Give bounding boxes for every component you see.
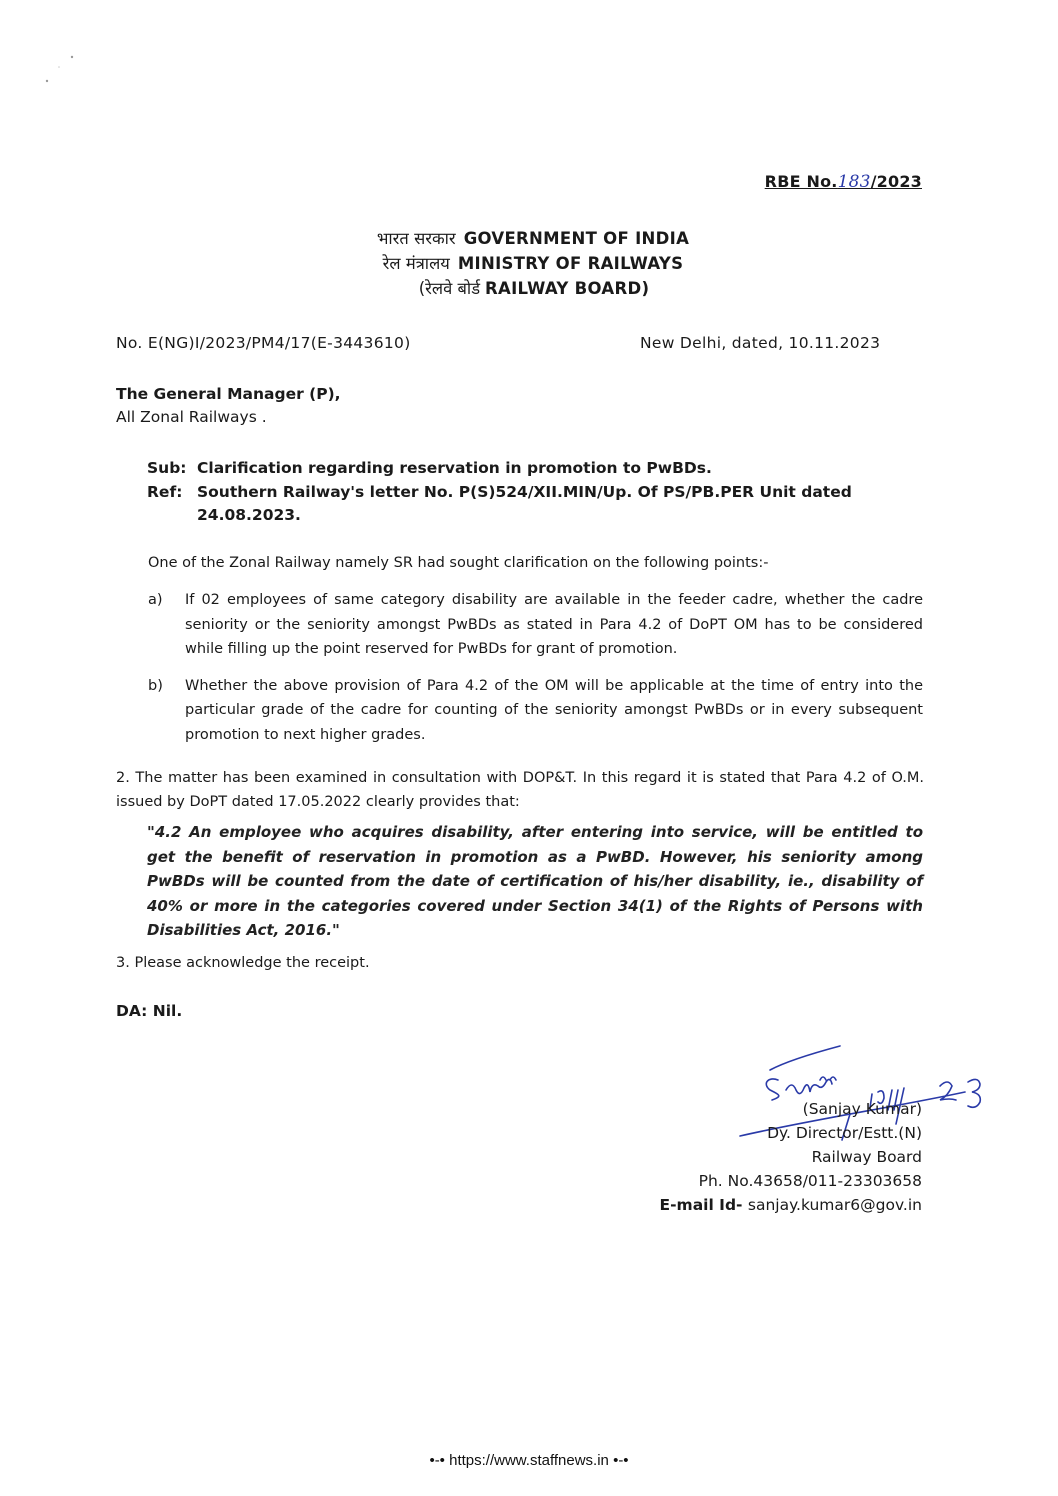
header-hindi-govt: भारत सरकार bbox=[376, 229, 456, 248]
reference-number: No. E(NG)I/2023/PM4/17(E-3443610) bbox=[116, 334, 411, 352]
list-item bbox=[148, 674, 923, 748]
list-text: Whether the above provision of Para 4.2 of the OM will be applicable at the time of entry into the particular grade of the cadre for counting of the seniority amongst PwBDs or in every subsequent promotion to next higher grades. bbox=[185, 677, 923, 743]
reference-label: Ref: bbox=[147, 483, 183, 501]
signatory-email-line bbox=[660, 1193, 922, 1217]
addressee-title: The General Manager (P), bbox=[116, 385, 341, 403]
addressee-block bbox=[116, 383, 341, 429]
reference-line bbox=[147, 480, 927, 504]
footer-watermark-link[interactable]: •-• https://www.staffnews.in •-• bbox=[429, 1452, 629, 1469]
subject-label: Sub: bbox=[147, 459, 187, 477]
signatory-phone: Ph. No.43658/011-23303658 bbox=[698, 1172, 922, 1190]
signatory-office: Railway Board bbox=[811, 1148, 922, 1166]
header-railway-board: RAILWAY BOARD) bbox=[485, 279, 650, 298]
header-hindi-board: (रेलवे बोर्ड bbox=[418, 279, 481, 298]
quoted-om-para: "4.2 An employee who acquires disability, after entering into service, will be entitled to get the benefit of reservation in promotion as a PwBD. However, his seniority among PwBDs will be counted from the date of certification of his/her disability, ie., disability of 40% or more in the categories covered under Section 34(1) of the Rights of Persons with Disabilities Act, 2016." bbox=[147, 823, 923, 939]
email-address[interactable]: sanjay.kumar6@gov.in bbox=[747, 1196, 922, 1214]
rbe-handwritten-number: 183 bbox=[837, 172, 871, 192]
list-marker: b) bbox=[148, 677, 163, 694]
rbe-number bbox=[765, 172, 922, 192]
subject-text: Clarification regarding reservation in promotion to PwBDs. bbox=[197, 459, 712, 477]
signatory-name: (Sanjay Kumar) bbox=[802, 1100, 922, 1118]
addressee-line2: All Zonal Railways . bbox=[116, 408, 267, 426]
paragraph-2: 2. The matter has been examined in consultation with DOP&T. In this regard it is stated that Para 4.2 of O.M. issued by DoPT dated 17.05.2022 clearly provides that: bbox=[116, 770, 924, 810]
header-hindi-ministry: रेल मंत्रालय bbox=[382, 254, 450, 273]
paragraph-3: 3. Please acknowledge the receipt. bbox=[116, 955, 370, 971]
points-list bbox=[148, 588, 923, 759]
subject-line bbox=[147, 456, 927, 480]
email-label: E-mail Id- bbox=[659, 1196, 743, 1214]
place-date: New Delhi, dated, 10.11.2023 bbox=[640, 334, 881, 352]
list-text: If 02 employees of same category disability are available in the feeder cadre, whether the cadre seniority or the seniority amongst PwBDs as stated in Para 4.2 of DoPT OM has to be considered while filling up the point reserved for PwBDs for grant of promotion. bbox=[185, 592, 923, 657]
signature-block bbox=[660, 1097, 922, 1217]
intro-paragraph: One of the Zonal Railway namely SR had sought clarification on the following points:- bbox=[148, 555, 769, 571]
header-govt-of-india: GOVERNMENT OF INDIA bbox=[463, 229, 690, 248]
list-marker: a) bbox=[148, 592, 163, 608]
signatory-designation: Dy. Director/Estt.(N) bbox=[767, 1124, 922, 1142]
scan-speck-marks bbox=[30, 40, 90, 90]
subject-reference-block bbox=[147, 456, 927, 527]
reference-text: Southern Railway's letter No. P(S)524/XII.MIN/Up. Of PS/PB.PER Unit dated bbox=[197, 483, 852, 501]
reference-continuation: 24.08.2023. bbox=[197, 506, 301, 524]
list-item bbox=[148, 588, 923, 662]
enclosure-note: DA: Nil. bbox=[116, 1002, 183, 1020]
header-ministry-of-railways: MINISTRY OF RAILWAYS bbox=[457, 254, 684, 273]
rbe-prefix: RBE No. bbox=[764, 172, 838, 191]
rbe-suffix: /2023 bbox=[870, 172, 922, 191]
letterhead bbox=[0, 226, 1058, 301]
